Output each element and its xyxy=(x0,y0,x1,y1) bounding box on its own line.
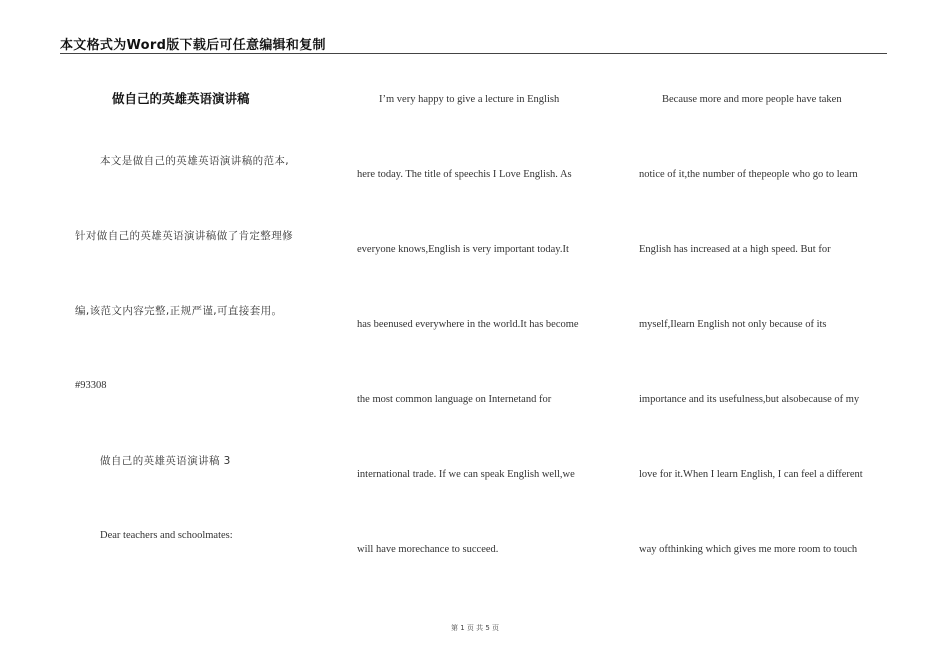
text-line: 本文是做自己的英雄英语演讲稿的范本, xyxy=(100,155,290,167)
text-line: I’m very happy to give a lecture in English xyxy=(379,94,560,105)
text-line: international trade. If we can speak English well,we xyxy=(357,469,575,480)
text-line: 编,该范文内容完整,正规严谨,可直接套用。 xyxy=(75,305,283,317)
text-line: Because more and more people have taken xyxy=(662,94,842,105)
text-line: love for it.When I learn English, I can feel a different xyxy=(639,469,863,480)
text-line: everyone knows,English is very important today.It xyxy=(357,244,569,255)
article-title: 做自己的英雄英语演讲稿 xyxy=(112,91,250,106)
text-line: here today. The title of speechis I Love English. As xyxy=(357,169,572,180)
text-line: myself,Ilearn English not only because of its xyxy=(639,319,827,330)
text-line: the most common language on Internetand for xyxy=(357,394,552,405)
text-line: 做自己的英雄英语演讲稿 3 xyxy=(100,455,231,467)
text-line: 针对做自己的英雄英语演讲稿做了肯定整理修 xyxy=(75,230,293,242)
text-line: #93308 xyxy=(75,380,107,391)
text-line: has beenused everywhere in the world.It has become xyxy=(357,319,579,330)
text-line: notice of it,the number of thepeople who go to learn xyxy=(639,169,858,180)
text-line: importance and its usefulness,but alsobecause of my xyxy=(639,394,860,405)
document-header: 本文格式为Word版下载后可任意编辑和复制 xyxy=(60,38,326,53)
text-line: English has increased at a high speed. But for xyxy=(639,244,831,255)
text-line: Dear teachers and schoolmates: xyxy=(100,530,233,541)
header-divider xyxy=(60,53,887,54)
text-line: will have morechance to succeed. xyxy=(357,544,499,555)
page-number-footer: 第 1 页 共 5 页 xyxy=(450,624,500,632)
text-line: way ofthinking which gives me more room to touch xyxy=(639,544,858,555)
